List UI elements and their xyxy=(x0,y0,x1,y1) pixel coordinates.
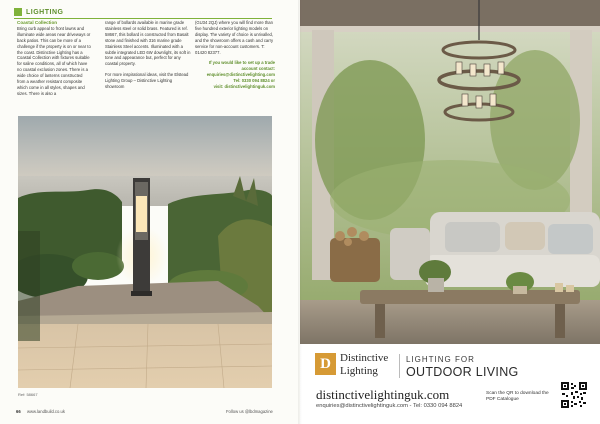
contact-website: visit: distinctivelightinguk.com xyxy=(213,84,275,90)
article-paragraph: range of bollards available in marine grade stainless steel or solid brass. Featured is ref. 58667, this bollard is constructed from Basalt stone and finished with 316 marine grade Stainless Steel accents. Illuminated with a subtle integrated LED 6W downlight, its soft in tone and appearance but, perfect for any coastal property. xyxy=(105,20,191,67)
contact-tel: Tel: 0330 094 8824 or xyxy=(233,78,275,84)
advert-contact: enquiries@distinctivelightinguk.com - Tel: 0330 094 8824 xyxy=(316,403,463,409)
article-heading: Coastal Collection xyxy=(17,20,58,25)
section-rule xyxy=(14,18,272,19)
section-label: LIGHTING xyxy=(26,8,64,16)
logo-letter: D xyxy=(320,355,331,372)
brand-name-line-2: Lighting xyxy=(340,365,378,377)
trade-contact-box xyxy=(195,60,275,90)
page-number: 66 xyxy=(16,409,21,414)
page-gutter xyxy=(298,0,302,424)
magazine-website[interactable]: www.landbuild.co.uk xyxy=(27,409,65,414)
advert-tagline-2: OUTDOOR LIVING xyxy=(406,365,519,379)
section-marker xyxy=(14,8,22,16)
advert-tagline-1: LIGHTING FOR xyxy=(406,355,475,364)
qr-code-icon[interactable] xyxy=(561,382,587,408)
article-paragraph: (GU34 2QJ) where you will find more than five hundred exterior lighting models on display. The variety of choice is unrivalled, and the showroom offers a cash and carry service for non-account customers. T: 01420 82377. xyxy=(195,20,274,55)
advert-url[interactable]: distinctivelightinguk.com xyxy=(316,387,450,402)
article-paragraph: Bring curb appeal to front lawns and illuminate wide areas near driveways or back patios. This can be more of a challenge if the property is on or near to the coast. Distinctive Lighting has a Coastal Collection with fixtures suitable for saline conditions, all of which have no coastal exclusion zones. There is a wide choice of lanterns constructed from a weather resistant composite which come in all styles, shapes and sizes. There is also a xyxy=(17,25,91,96)
article-column-1 xyxy=(17,20,91,102)
section-header xyxy=(14,8,63,16)
article-column-2 xyxy=(105,20,191,95)
outdoor-living-photo xyxy=(300,0,600,344)
advert-divider xyxy=(399,354,400,378)
article-column-3 xyxy=(195,20,275,90)
right-page xyxy=(300,0,600,424)
article-paragraph: For more inspirational ideas, visit the Elstead Lighting Group – Distinctive Lighting showroom xyxy=(105,72,189,90)
advert-panel xyxy=(300,344,600,424)
bollard-photo-illustration xyxy=(18,116,272,388)
social-follow[interactable]: Follow us @lbdmagazine xyxy=(226,409,273,414)
brand-logo xyxy=(315,353,336,375)
bollard-photo xyxy=(18,116,272,388)
photo-reference: Ref: 58667 xyxy=(18,392,38,397)
contact-line: account contact: xyxy=(241,66,275,72)
qr-instructions: Scan the QR to download the PDF Catalogue xyxy=(486,391,549,402)
brand-name-line-1: Distinctive xyxy=(340,352,389,364)
outdoor-living-illustration xyxy=(300,0,600,344)
contact-line: If you would like to set up a trade xyxy=(208,60,275,66)
contact-email: enquiries@distinctivelighting.com xyxy=(206,72,275,78)
